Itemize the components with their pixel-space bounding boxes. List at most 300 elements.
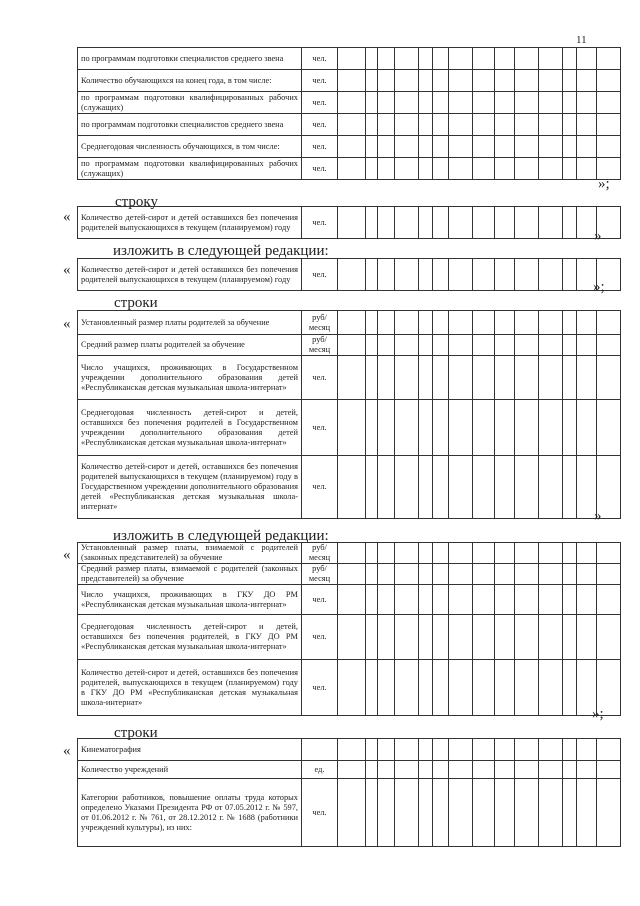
empty-cell [539, 259, 563, 291]
empty-cell [433, 585, 449, 615]
empty-cell [366, 739, 378, 761]
empty-cell [563, 92, 577, 114]
empty-cell [577, 356, 597, 400]
row-label: Кинематография [78, 739, 302, 761]
empty-cell [395, 585, 419, 615]
empty-cell [419, 615, 433, 660]
empty-cell [395, 70, 419, 92]
empty-cell [473, 259, 495, 291]
empty-cell [495, 456, 515, 519]
empty-cell [495, 70, 515, 92]
empty-cell [449, 207, 473, 239]
empty-cell [577, 335, 597, 356]
empty-cell [419, 311, 433, 335]
empty-cell [515, 564, 539, 585]
empty-cell [495, 779, 515, 847]
empty-cell [495, 564, 515, 585]
table-row [78, 660, 621, 716]
table-row [78, 136, 621, 158]
row-unit: чел. [302, 136, 338, 158]
empty-cell [515, 158, 539, 180]
empty-cell [449, 92, 473, 114]
empty-cell [338, 70, 366, 92]
empty-cell [395, 779, 419, 847]
row-label: Установленный размер платы родителей за обучение [78, 311, 302, 335]
empty-cell [419, 356, 433, 400]
empty-cell [539, 207, 563, 239]
empty-cell [378, 158, 395, 180]
empty-cell [449, 456, 473, 519]
empty-cell [366, 48, 378, 70]
empty-cell [597, 761, 621, 779]
table-row [78, 615, 621, 660]
empty-cell [563, 70, 577, 92]
empty-cell [395, 158, 419, 180]
row-label: по программам подготовки специалистов среднего звена [78, 48, 302, 70]
empty-cell [473, 779, 495, 847]
empty-cell [366, 92, 378, 114]
row-label: Среднегодовая численность обучающихся, в том числе: [78, 136, 302, 158]
empty-cell [515, 136, 539, 158]
table-row [78, 92, 621, 114]
empty-cell [395, 311, 419, 335]
row-unit: руб/ месяц [302, 335, 338, 356]
empty-cell [597, 92, 621, 114]
heading-stroki-1: строки [114, 295, 158, 311]
empty-cell [338, 158, 366, 180]
empty-cell [563, 739, 577, 761]
empty-cell [433, 92, 449, 114]
empty-cell [577, 564, 597, 585]
empty-cell [378, 259, 395, 291]
heading-edit-2: изложить в следующей редакции: [113, 528, 329, 544]
empty-cell [395, 92, 419, 114]
empty-cell [366, 543, 378, 564]
empty-cell [378, 356, 395, 400]
empty-cell [495, 400, 515, 456]
empty-cell [563, 259, 577, 291]
empty-cell [577, 48, 597, 70]
empty-cell [473, 585, 495, 615]
empty-cell [597, 400, 621, 456]
empty-cell [495, 356, 515, 400]
row-label: Количество детей-сирот и детей, оставшихся без попечения родителей, выпускающихся в текущем (планируемом) году в ГКУ ДО РМ «Республиканская детская музыкальная школа-интернат» [78, 660, 302, 716]
empty-cell [419, 92, 433, 114]
empty-cell [495, 335, 515, 356]
empty-cell [433, 114, 449, 136]
row-label: Категории работников, повышение оплаты труда которых определено Указами Президента РФ от 07.05.2012 г. № 597, от 01.06.2012 г. № 761, от 28.12.2012 г. № 1688 (работники учреждений культуры), из них: [78, 779, 302, 847]
empty-cell [539, 400, 563, 456]
empty-cell [539, 585, 563, 615]
empty-cell [539, 660, 563, 716]
empty-cell [378, 585, 395, 615]
empty-cell [338, 615, 366, 660]
empty-cell [338, 400, 366, 456]
empty-cell [419, 400, 433, 456]
empty-cell [395, 400, 419, 456]
empty-cell [515, 779, 539, 847]
empty-cell [473, 356, 495, 400]
empty-cell [338, 114, 366, 136]
empty-cell [449, 158, 473, 180]
empty-cell [449, 585, 473, 615]
empty-cell [473, 311, 495, 335]
empty-cell [473, 48, 495, 70]
empty-cell [395, 543, 419, 564]
empty-cell [419, 660, 433, 716]
empty-cell [433, 70, 449, 92]
empty-cell [378, 660, 395, 716]
row-label: Количество детей-сирот и детей оставшихся без попечения родителей выпускающихся в текущем (планируемом) году [78, 207, 302, 239]
row-label: Число учащихся, проживающих в Государственном учреждении дополнительного образования детей «Республиканская детская музыкальная школа-интернат» [78, 356, 302, 400]
empty-cell [366, 311, 378, 335]
empty-cell [378, 114, 395, 136]
empty-cell [495, 92, 515, 114]
empty-cell [433, 311, 449, 335]
empty-cell [395, 259, 419, 291]
empty-cell [495, 207, 515, 239]
empty-cell [495, 739, 515, 761]
empty-cell [597, 779, 621, 847]
empty-cell [378, 615, 395, 660]
table-row [78, 779, 621, 847]
empty-cell [419, 779, 433, 847]
empty-cell [419, 761, 433, 779]
empty-cell [515, 311, 539, 335]
empty-cell [577, 615, 597, 660]
empty-cell [597, 114, 621, 136]
empty-cell [433, 158, 449, 180]
empty-cell [433, 136, 449, 158]
empty-cell [338, 564, 366, 585]
empty-cell [433, 259, 449, 291]
row-label: Средний размер платы, взимаемой с родителей (законных представителей) за обучение [78, 564, 302, 585]
empty-cell [366, 70, 378, 92]
empty-cell [433, 456, 449, 519]
empty-cell [473, 739, 495, 761]
empty-cell [338, 543, 366, 564]
empty-cell [577, 114, 597, 136]
empty-cell [473, 92, 495, 114]
row-label: Средний размер платы родителей за обучение [78, 335, 302, 356]
empty-cell [577, 543, 597, 564]
empty-cell [515, 207, 539, 239]
empty-cell [419, 48, 433, 70]
row-label: Число учащихся, проживающих в ГКУ ДО РМ «Республиканская детская музыкальная школа-интернат» [78, 585, 302, 615]
empty-cell [338, 356, 366, 400]
row-label: Количество учреждений [78, 761, 302, 779]
empty-cell [338, 207, 366, 239]
empty-cell [419, 585, 433, 615]
table-row [78, 456, 621, 519]
empty-cell [473, 114, 495, 136]
row-label: Количество детей-сирот и детей, оставшихся без попечения родителей выпускающихся в текущем (планируемом) году в Государственном учреждении дополнительного образования детей «Республиканская детская музыкальная школа-интернат» [78, 456, 302, 519]
empty-cell [378, 48, 395, 70]
empty-cell [473, 158, 495, 180]
empty-cell [449, 356, 473, 400]
table-row [78, 207, 621, 239]
empty-cell [366, 114, 378, 136]
empty-cell [577, 585, 597, 615]
row-unit: руб/ месяц [302, 564, 338, 585]
empty-cell [515, 400, 539, 456]
empty-cell [597, 48, 621, 70]
empty-cell [449, 48, 473, 70]
empty-cell [577, 70, 597, 92]
empty-cell [473, 70, 495, 92]
empty-cell [366, 356, 378, 400]
empty-cell [366, 564, 378, 585]
empty-cell [563, 660, 577, 716]
empty-cell [419, 564, 433, 585]
empty-cell [419, 259, 433, 291]
empty-cell [449, 335, 473, 356]
empty-cell [515, 70, 539, 92]
table-row [78, 543, 621, 564]
row-unit: чел. [302, 615, 338, 660]
empty-cell [495, 158, 515, 180]
empty-cell [366, 136, 378, 158]
empty-cell [563, 207, 577, 239]
row-label: по программам подготовки специалистов среднего звена [78, 114, 302, 136]
empty-cell [495, 48, 515, 70]
empty-cell [515, 456, 539, 519]
empty-cell [449, 136, 473, 158]
empty-cell [419, 456, 433, 519]
empty-cell [515, 761, 539, 779]
closing-quote-block1: »; [598, 176, 610, 192]
empty-cell [563, 311, 577, 335]
empty-cell [577, 158, 597, 180]
heading-edit-1: изложить в следующей редакции: [113, 243, 329, 259]
table-block3 [77, 258, 621, 291]
empty-cell [366, 779, 378, 847]
empty-cell [378, 761, 395, 779]
empty-cell [378, 456, 395, 519]
row-label: Среднегодовая численность детей-сирот и детей, оставшихся без попечения родителей в Государственном учреждении дополнительного образования детей «Республиканская детская музыкальная школа-интернат» [78, 400, 302, 456]
empty-cell [395, 207, 419, 239]
table-row [78, 356, 621, 400]
empty-cell [563, 615, 577, 660]
empty-cell [433, 779, 449, 847]
table-row [78, 739, 621, 761]
empty-cell [433, 739, 449, 761]
empty-cell [419, 114, 433, 136]
empty-cell [449, 779, 473, 847]
empty-cell [597, 585, 621, 615]
empty-cell [378, 739, 395, 761]
empty-cell [495, 114, 515, 136]
empty-cell [449, 311, 473, 335]
empty-cell [515, 739, 539, 761]
empty-cell [449, 400, 473, 456]
empty-cell [563, 761, 577, 779]
empty-cell [539, 356, 563, 400]
table-row [78, 114, 621, 136]
row-unit: ед. [302, 761, 338, 779]
empty-cell [433, 400, 449, 456]
empty-cell [495, 259, 515, 291]
empty-cell [473, 543, 495, 564]
empty-cell [338, 48, 366, 70]
empty-cell [338, 335, 366, 356]
empty-cell [577, 739, 597, 761]
empty-cell [515, 615, 539, 660]
empty-cell [395, 456, 419, 519]
opening-quote-block6: « [63, 743, 71, 759]
empty-cell [597, 356, 621, 400]
row-unit: чел. [302, 660, 338, 716]
empty-cell [577, 400, 597, 456]
empty-cell [515, 660, 539, 716]
row-label: Количество обучающихся на конец года, в том числе: [78, 70, 302, 92]
table-row [78, 400, 621, 456]
table-block1 [77, 47, 621, 180]
empty-cell [515, 259, 539, 291]
empty-cell [419, 739, 433, 761]
empty-cell [473, 400, 495, 456]
empty-cell [378, 311, 395, 335]
empty-cell [395, 335, 419, 356]
empty-cell [449, 543, 473, 564]
empty-cell [366, 400, 378, 456]
row-unit: чел. [302, 70, 338, 92]
empty-cell [433, 48, 449, 70]
empty-cell [419, 335, 433, 356]
empty-cell [395, 356, 419, 400]
empty-cell [597, 70, 621, 92]
empty-cell [515, 92, 539, 114]
empty-cell [495, 136, 515, 158]
table-block6 [77, 738, 621, 847]
closing-quote-block4: » [594, 508, 602, 524]
empty-cell [563, 48, 577, 70]
empty-cell [597, 543, 621, 564]
empty-cell [597, 311, 621, 335]
table-row [78, 311, 621, 335]
empty-cell [515, 543, 539, 564]
closing-quote-block2: » [594, 228, 602, 244]
row-unit: чел. [302, 207, 338, 239]
empty-cell [366, 761, 378, 779]
row-unit: руб/ месяц [302, 311, 338, 335]
row-unit: чел. [302, 92, 338, 114]
row-unit: чел. [302, 585, 338, 615]
empty-cell [366, 158, 378, 180]
empty-cell [338, 259, 366, 291]
empty-cell [563, 779, 577, 847]
empty-cell [539, 761, 563, 779]
empty-cell [338, 136, 366, 158]
empty-cell [449, 739, 473, 761]
empty-cell [395, 48, 419, 70]
empty-cell [563, 585, 577, 615]
empty-cell [473, 615, 495, 660]
empty-cell [539, 779, 563, 847]
table-block5 [77, 542, 621, 716]
empty-cell [539, 70, 563, 92]
empty-cell [433, 356, 449, 400]
empty-cell [577, 136, 597, 158]
empty-cell [366, 660, 378, 716]
row-unit: чел. [302, 48, 338, 70]
empty-cell [338, 779, 366, 847]
heading-stroki-2: строки [114, 725, 158, 741]
empty-cell [539, 564, 563, 585]
empty-cell [473, 564, 495, 585]
empty-cell [563, 136, 577, 158]
empty-cell [338, 456, 366, 519]
empty-cell [338, 761, 366, 779]
table-row [78, 48, 621, 70]
empty-cell [378, 543, 395, 564]
empty-cell [338, 92, 366, 114]
table-row [78, 259, 621, 291]
empty-cell [563, 564, 577, 585]
empty-cell [449, 564, 473, 585]
empty-cell [419, 207, 433, 239]
empty-cell [366, 259, 378, 291]
empty-cell [419, 136, 433, 158]
heading-stroku: строку [115, 194, 158, 210]
opening-quote-block3: « [63, 262, 71, 278]
empty-cell [433, 543, 449, 564]
empty-cell [563, 335, 577, 356]
empty-cell [395, 615, 419, 660]
empty-cell [449, 114, 473, 136]
table-row [78, 564, 621, 585]
empty-cell [378, 207, 395, 239]
empty-cell [395, 564, 419, 585]
empty-cell [495, 311, 515, 335]
table-row [78, 158, 621, 180]
empty-cell [433, 615, 449, 660]
empty-cell [495, 660, 515, 716]
empty-cell [378, 136, 395, 158]
empty-cell [338, 311, 366, 335]
empty-cell [378, 92, 395, 114]
empty-cell [366, 585, 378, 615]
empty-cell [539, 114, 563, 136]
row-unit: чел. [302, 456, 338, 519]
empty-cell [495, 585, 515, 615]
empty-cell [366, 207, 378, 239]
empty-cell [473, 761, 495, 779]
row-unit [302, 739, 338, 761]
empty-cell [563, 356, 577, 400]
empty-cell [597, 615, 621, 660]
empty-cell [395, 761, 419, 779]
empty-cell [433, 207, 449, 239]
empty-cell [449, 70, 473, 92]
empty-cell [419, 70, 433, 92]
empty-cell [366, 456, 378, 519]
empty-cell [433, 564, 449, 585]
empty-cell [539, 739, 563, 761]
empty-cell [515, 585, 539, 615]
table-row [78, 70, 621, 92]
empty-cell [366, 335, 378, 356]
row-unit: чел. [302, 400, 338, 456]
page-number: 11 [576, 34, 587, 46]
table-row [78, 585, 621, 615]
empty-cell [515, 335, 539, 356]
empty-cell [378, 779, 395, 847]
empty-cell [539, 543, 563, 564]
empty-cell [577, 779, 597, 847]
empty-cell [433, 335, 449, 356]
empty-cell [539, 158, 563, 180]
